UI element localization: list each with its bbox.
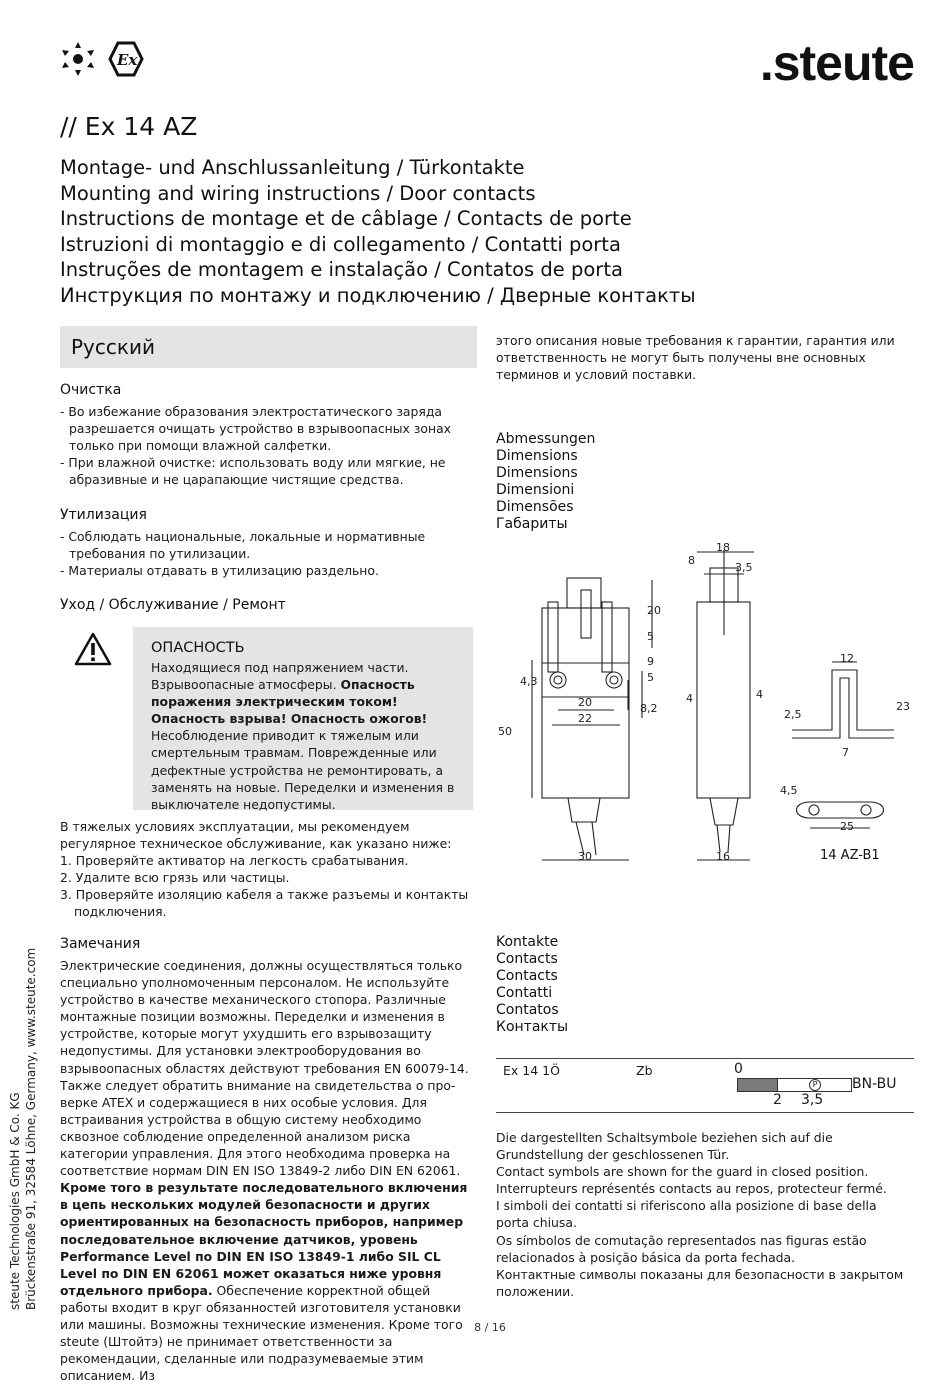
language-label: Русский (71, 335, 155, 359)
dimensions-headings (496, 431, 916, 533)
dim-label: 3,5 (735, 561, 753, 574)
dim-label: 8 (688, 554, 695, 567)
dim-label: 16 (716, 850, 730, 863)
danger-text (151, 659, 456, 813)
actuator-label: 14 AZ-B1 (820, 848, 880, 863)
dimensions-heading: Abmessungen (496, 431, 596, 447)
contact-model: Ex 14 1Ö (503, 1063, 560, 1078)
dim-label: 50 (498, 725, 512, 738)
dim-label: 5 (647, 671, 654, 684)
dim-label: 8,2 (640, 702, 658, 715)
dim-label: 4,3 (520, 675, 538, 688)
wire-colors: BN-BU (852, 1076, 897, 1092)
contacts-heading: Contacts (496, 968, 558, 984)
dimensions-heading: Dimensioni (496, 482, 575, 498)
contacts-heading: Контакты (496, 1019, 569, 1035)
subtitle: Instruções de montagem e instalação / Contatos de porta (60, 258, 623, 282)
dim-label: 2,5 (784, 708, 802, 721)
scale-three-five: 3,5 (801, 1092, 824, 1108)
subtitle: Instructions de montage et de câblage / Contacts de porte (60, 207, 632, 231)
danger-text-part: Находящиеся под напряжением части. Взрывоопасные атмосферы. (151, 660, 409, 693)
dim-label: 9 (647, 655, 654, 668)
subtitle: Инструкция по монтажу и подключению / Дверные контакты (60, 283, 696, 307)
maintenance-body (60, 818, 476, 921)
section-heading: Утилизация (60, 507, 147, 523)
contacts-heading: Contatos (496, 1002, 559, 1018)
certification-icons (58, 40, 168, 80)
dim-label: 20 (578, 696, 592, 709)
list-item: - Во избежание образования электростатического заряда разрешается очищать устройство в взрывоопасных зонах только при помощи влажной салфетки. (60, 404, 452, 454)
contact-notes (496, 1129, 906, 1300)
scale-zero: 0 (734, 1061, 743, 1077)
dimensions-heading: Габариты (496, 516, 568, 532)
dim-label: 7 (842, 746, 849, 759)
subtitle-list (60, 155, 696, 309)
dim-label: 18 (716, 541, 730, 554)
svg-text:Ex: Ex (117, 51, 138, 69)
note-line: Interrupteurs représentés contacts au repos, protecteur fermé. (496, 1181, 887, 1197)
dimensions-heading: Dimensions (496, 465, 578, 481)
section-heading: Замечания (60, 936, 141, 952)
ex-hexagon-icon (110, 43, 142, 75)
dim-label: 30 (578, 850, 592, 863)
list-item: 1. Проверяйте активатор на легкость срабатывания. (60, 853, 409, 869)
dim-label: 23 (896, 700, 910, 713)
list-item: - При влажной очистке: использовать воду или мягкие, не абразивные и не царапающие чистящие средства. (60, 455, 446, 488)
contacts-heading: Kontakte (496, 934, 559, 950)
notes-text-bold: Кроме того в результате последовательного включения в цепь нескольких модулей безопасности и других ориентированных на безопасность приборов, например последовательное включение датчиков, уровень Performance Level по DIN EN ISO 13849-1 либо SIL CL Level по DIN EN 62061 может оказаться ниже уровня отдельного прибора. (60, 1180, 468, 1298)
dimensions-heading: Dimensions (496, 448, 578, 464)
notes-continued: этого описания новые требования к гарантии, гарантия или ответственность не могут быть получены вне основных терминов и условий поставки. (496, 333, 895, 383)
section-heading: Очистка (60, 382, 122, 398)
dim-label: 25 (840, 820, 854, 833)
dimension-drawing (492, 540, 922, 870)
notes-text (60, 957, 476, 1384)
contacts-heading: Contatti (496, 985, 553, 1001)
list-item: 3. Проверяйте изоляцию кабеля а также разъемы и контакты подключения. (60, 887, 469, 920)
dim-label: 4,5 (780, 784, 798, 797)
contacts-heading: Contacts (496, 951, 558, 967)
dimensions-heading: Dimensões (496, 499, 574, 515)
positive-opening-icon: P (809, 1079, 821, 1091)
notes-section (60, 936, 476, 1384)
table-rule (496, 1058, 914, 1059)
closed-bar (737, 1078, 779, 1092)
subtitle: Mounting and wiring instructions / Door contacts (60, 181, 536, 205)
dim-label: 5 (647, 630, 654, 643)
notes-text-part: Обеспечение корректной общей работы входит в круг обязанностей изготовителя установки или машины. Возможны технические изменения. Кроме того steute (Штойтэ) не принимает ответственности за рекомендации, сделанные или подразумеваемые этим описанием. Из (60, 1282, 463, 1384)
brand-logo: .steute (759, 35, 914, 91)
company-sidebar (2, 947, 42, 1310)
language-banner (60, 326, 477, 368)
danger-text-part: Несоблюдение приводит к тяжелым или смертельным травмам. Поврежденные или дефектные устройства не ремонтировать, а заменять на новые. Переделки и изменения в выключателе недопустимы. (151, 728, 455, 812)
disposal-section (60, 507, 476, 579)
subtitle: Montage- und Anschlussanleitung / Türkontakte (60, 156, 525, 179)
note-line: Die dargestellten Schaltsymbole beziehen sich auf die Grundstellung der geschlossenen Tür. (496, 1130, 833, 1163)
dim-label: 22 (578, 712, 592, 725)
dim-label: 20 (647, 604, 661, 617)
safety-symbol-icon (58, 40, 168, 80)
dim-label: 4 (686, 692, 693, 705)
page-number: 8 / 16 (474, 1321, 506, 1334)
list-item: - Материалы отдавать в утилизацию раздельно. (60, 563, 379, 579)
note-line: I simboli dei contatti si riferiscono alla posizione di base della porta chiusa. (496, 1198, 877, 1231)
subtitle: Istruzioni di montaggio e di collegamento / Contatti porta (60, 232, 621, 256)
maintenance-intro: В тяжелых условиях эксплуатации, мы рекомендуем регулярное техническое обслуживание, как указано ниже: (60, 819, 452, 852)
danger-notice (133, 627, 473, 810)
cleaning-section (60, 382, 476, 488)
document-title: // Ex 14 AZ (60, 112, 198, 141)
contacts-headings (496, 934, 916, 1036)
notes-text-part: Электрические соединения, должны осуществляться только специально уполномоченным персоналом. Не используйте устройство в качестве механического стопора. Различные монтажные позиции возможны. Переделки и изменения в устройстве, которые могут ухудшить его взрывозащиту недопустимы. Для установки электрооборудования во взрывоопасных областях действуют требования EN 60079-14. Также следует обратить внимание на свидетельства о проверке ATEX и содержащиеся в них особые условия. Для встраивания устройства в общую систему необходимо сквозное соблюдение определенной анализом риска категории управления. Для этого необходима проверка на соответствие нормам DIN EN ISO 13849-2 либо DIN EN 62061. (60, 958, 469, 1179)
contact-table (496, 1058, 914, 1113)
list-item: - Соблюдать национальные, локальные и нормативные требования по утилизации. (60, 529, 426, 562)
maintenance-heading: Уход / Обслуживание / Ремонт (60, 597, 286, 613)
danger-title: ОПАСНОСТЬ (151, 640, 245, 656)
note-line: Контактные символы показаны для безопасности в закрытом положении. (496, 1266, 904, 1299)
danger-text-bold: Опасность поражения электрическим током! Опасность взрыва! Опасность ожогов! (151, 677, 428, 727)
company-address (8, 948, 39, 1310)
scale-two: 2 (773, 1092, 782, 1108)
note-line: Os símbolos de comutação representados nas figuras estão relacionados à posição básica da porta fechada. (496, 1232, 867, 1265)
contact-type: Zb (636, 1063, 653, 1078)
list-item: 2. Удалите всю грязь или частицы. (60, 870, 290, 886)
dim-label: 12 (840, 652, 854, 665)
company-street: Brückenstraße 91, 32584 Löhne, Germany, www.steute.com (23, 947, 38, 1310)
note-line: Contact symbols are shown for the guard in closed position. (496, 1164, 869, 1180)
dim-label: 4 (756, 688, 763, 701)
company-name: steute Technologies GmbH & Co. KG (8, 1092, 22, 1310)
warning-triangle-icon (74, 631, 112, 667)
table-rule (496, 1112, 914, 1113)
